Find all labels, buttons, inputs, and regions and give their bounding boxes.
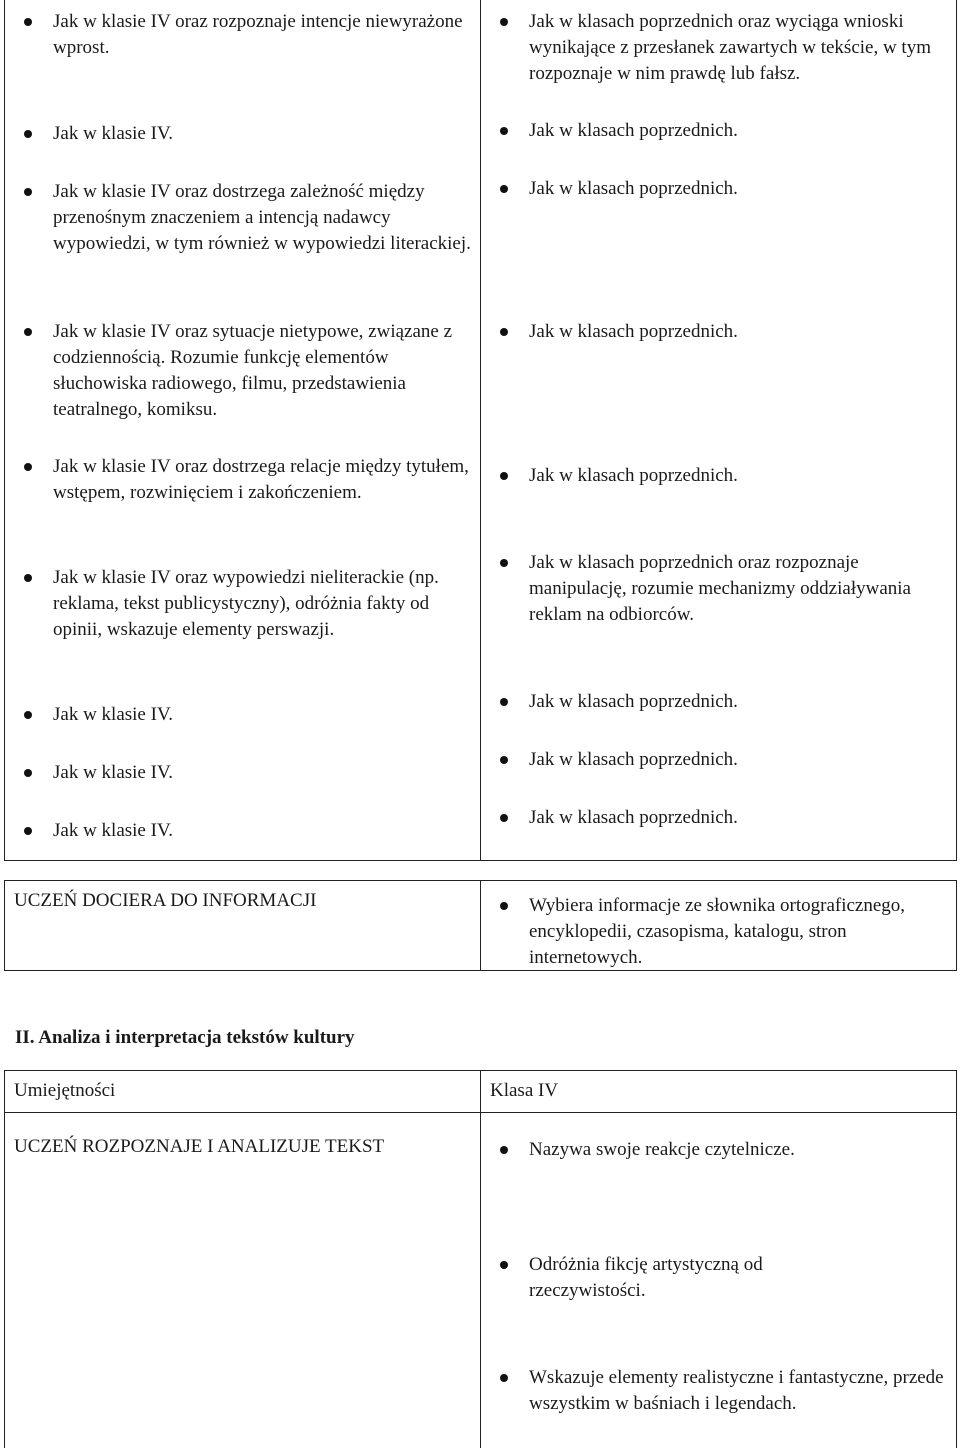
bullet-icon [500, 902, 508, 910]
table3-right-border [956, 1070, 957, 1448]
table3-right-item: Wskazuje elementy realistyczne i fantastyczne, przede wszystkim w baśniach i legendach. [529, 1365, 949, 1417]
table1-right-item: Jak w klasach poprzednich. [529, 805, 949, 831]
bullet-icon [24, 711, 32, 719]
bullet-icon [24, 463, 32, 471]
table3-header-right: Klasa IV [490, 1080, 559, 1101]
bullet-icon [24, 18, 32, 26]
bullet-icon [500, 1374, 508, 1382]
table2-right-item: Wybiera informacje ze słownika ortograficznego, encyklopedii, czasopisma, katalogu, stron internetowych. [529, 893, 949, 971]
table1-left-item: Jak w klasie IV oraz sytuacje nietypowe, związane z codziennością. Rozumie funkcję elementów słuchowiska radiowego, filmu, przedstawienia teatralnego, komiksu. [53, 319, 473, 423]
table1-right-item: Jak w klasach poprzednich. [529, 689, 949, 715]
table1-right-item: Jak w klasach poprzednich. [529, 463, 949, 489]
bullet-icon [500, 1146, 508, 1154]
bullet-icon [500, 472, 508, 480]
bullet-icon [24, 574, 32, 582]
table1-left-item: Jak w klasie IV. [53, 702, 473, 728]
table1-right-item: Jak w klasach poprzednich oraz wyciąga wnioski wynikające z przesłanek zawartych w tekście, w tym rozpoznaje w nim prawdę lub fałsz. [529, 9, 949, 87]
table1-bottom-border [4, 860, 957, 861]
table3-skill-label: UCZEŃ ROZPOZNAJE I ANALIZUJE TEKST [14, 1136, 385, 1157]
bullet-icon [500, 1261, 508, 1269]
bullet-icon [24, 188, 32, 196]
bullet-icon [24, 769, 32, 777]
bullet-icon [500, 185, 508, 193]
table1-left-item: Jak w klasie IV oraz rozpoznaje intencje niewyrażone wprost. [53, 9, 473, 61]
table2-skill-label: UCZEŃ DOCIERA DO INFORMACJI [14, 890, 317, 911]
table1-right-item: Jak w klasach poprzednich. [529, 176, 949, 202]
table1-left-item: Jak w klasie IV oraz dostrzega relacje między tytułem, wstępem, rozwinięciem i zakończeniem. [53, 454, 473, 506]
bullet-icon [500, 559, 508, 567]
table3-left-border [4, 1070, 5, 1448]
table3-right-item: Odróżnia fikcję artystyczną od rzeczywistości. [529, 1252, 829, 1304]
table1-divider [480, 0, 481, 861]
table1-right-item: Jak w klasach poprzednich. [529, 319, 949, 345]
bullet-icon [500, 127, 508, 135]
table1-left-border [4, 0, 5, 861]
bullet-icon [500, 18, 508, 26]
section-heading [15, 1025, 355, 1051]
table1-right-border [956, 0, 957, 861]
section-number: II. [15, 1027, 35, 1048]
bullet-icon [24, 827, 32, 835]
section-title: Analiza i interpretacja tekstów kultury [38, 1027, 355, 1048]
table1-left-item: Jak w klasie IV oraz dostrzega zależność między przenośnym znaczeniem a intencją nadawcy wypowiedzi, w tym również w wypowiedzi literackiej. [53, 179, 473, 257]
bullet-icon [24, 130, 32, 138]
table1-left-item: Jak w klasie IV. [53, 121, 473, 147]
bullet-icon [500, 698, 508, 706]
table1-right-item: Jak w klasach poprzednich. [529, 747, 949, 773]
table1-left-item: Jak w klasie IV. [53, 760, 473, 786]
table3-header-left: Umiejętności [14, 1080, 116, 1101]
table3-divider [480, 1070, 481, 1448]
table1-right-item: Jak w klasach poprzednich oraz rozpoznaje manipulację, rozumie mechanizmy oddziaływania reklam na odbiorców. [529, 550, 939, 628]
bullet-icon [500, 328, 508, 336]
table1-left-item: Jak w klasie IV oraz wypowiedzi nieliterackie (np. reklama, tekst publicystyczny), odróżnia fakty od opinii, wskazuje elementy perswazji. [53, 565, 473, 643]
table1-left-item: Jak w klasie IV. [53, 818, 473, 844]
table3-right-item: Nazywa swoje reakcje czytelnicze. [529, 1137, 949, 1163]
bullet-icon [24, 328, 32, 336]
table2-divider [480, 880, 481, 971]
bullet-icon [500, 756, 508, 764]
bullet-icon [500, 814, 508, 822]
table1-right-item: Jak w klasach poprzednich. [529, 118, 949, 144]
table2-right-border [956, 880, 957, 971]
table2-left-border [4, 880, 5, 971]
